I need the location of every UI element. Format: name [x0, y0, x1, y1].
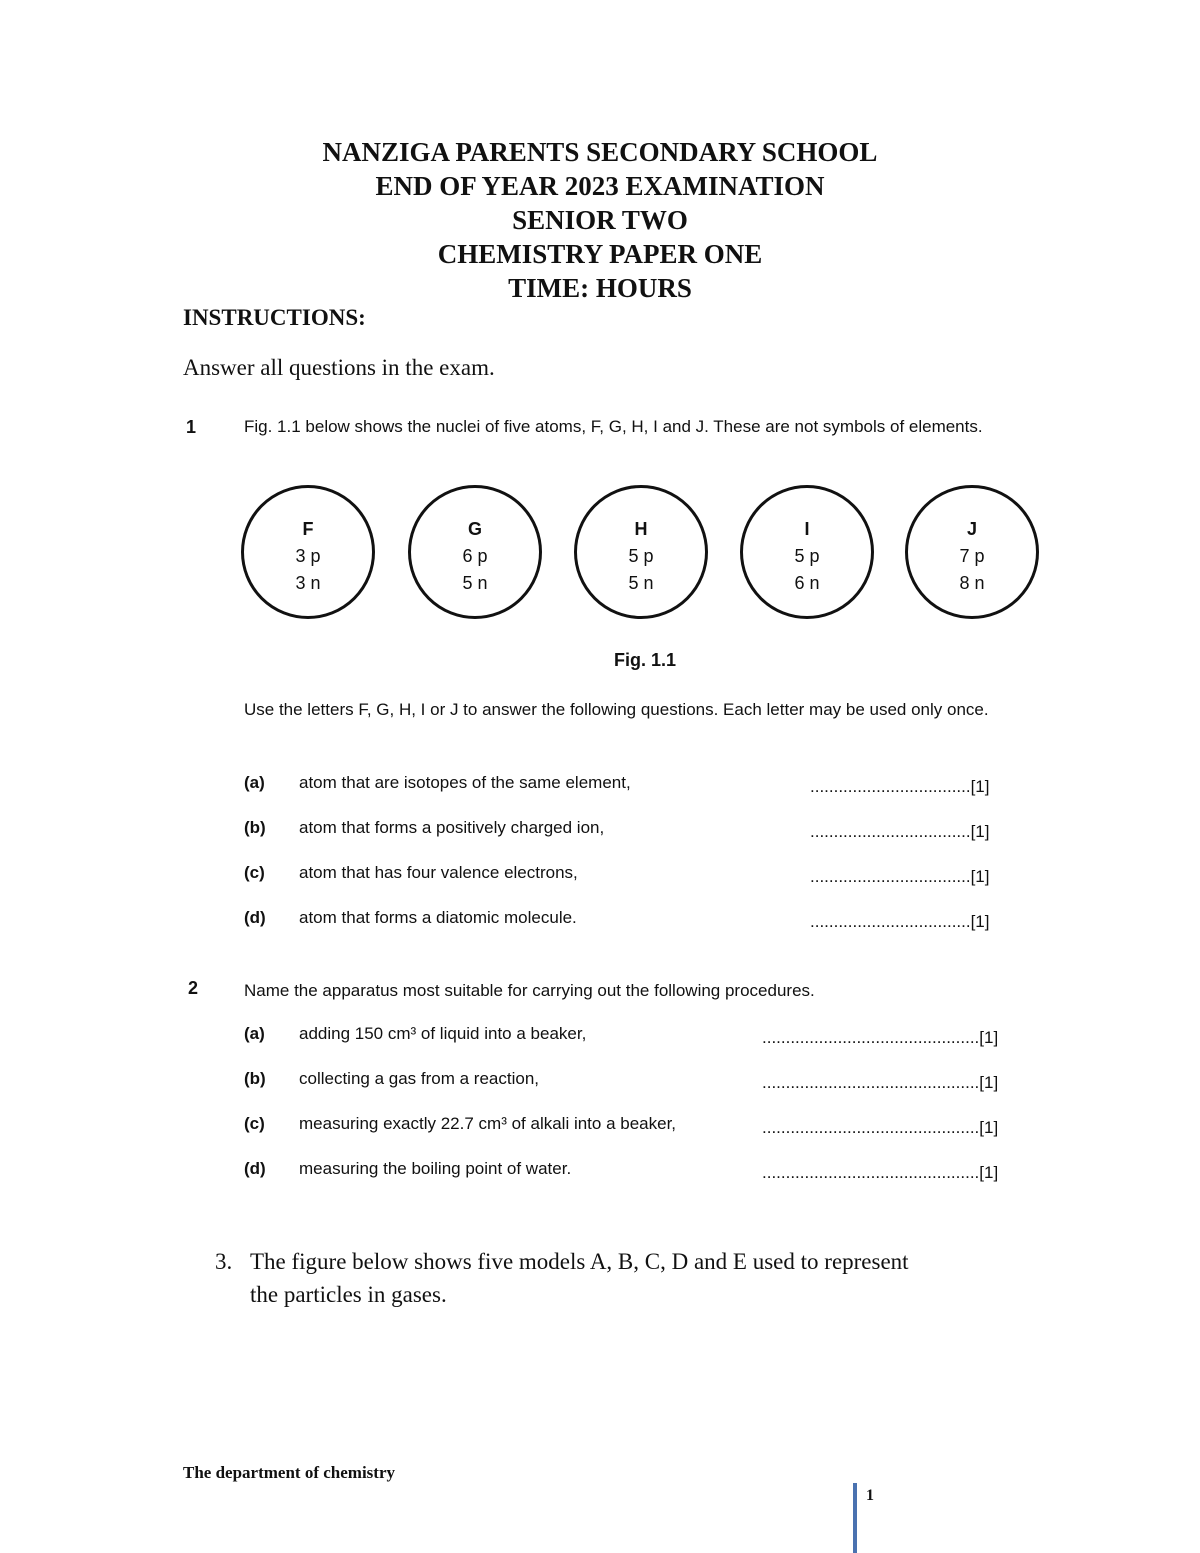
exam-header	[0, 135, 1200, 305]
part-text: atom that are isotopes of the same element,	[299, 773, 631, 792]
part-text: atom that forms a diatomic molecule.	[299, 908, 577, 927]
exam-title: END OF YEAR 2023 EXAMINATION	[375, 171, 825, 201]
atom-neutrons: 5 n	[628, 573, 654, 593]
atom-nucleus	[408, 485, 542, 619]
part-label: (a)	[244, 773, 265, 792]
atom-symbol: F	[302, 519, 314, 539]
instructions-heading: INSTRUCTIONS:	[183, 305, 366, 330]
atom-symbol: I	[804, 519, 810, 539]
part-text: atom that has four valence electrons,	[299, 863, 578, 882]
q1-instruction: Use the letters F, G, H, I or J to answer the following questions. Each letter may be used only once.	[244, 700, 989, 719]
q3-text-line1: The figure below shows five models A, B, C, D and E used to represent	[250, 1249, 909, 1274]
part-label: (a)	[244, 1024, 265, 1043]
q3-number: 3.	[215, 1249, 233, 1274]
answer-line[interactable]: ..................................[1]	[810, 822, 990, 841]
part-text: measuring the boiling point of water.	[299, 1159, 572, 1178]
part-label: (d)	[244, 1159, 266, 1178]
page-number: 1	[866, 1487, 874, 1504]
atom-protons: 3 p	[295, 546, 321, 566]
figure-caption: Fig. 1.1	[613, 650, 676, 670]
atom-neutrons: 3 n	[295, 573, 321, 593]
q2-number: 2	[188, 978, 199, 998]
atom-protons: 5 p	[794, 546, 820, 566]
q1-text: Fig. 1.1 below shows the nuclei of five atoms, F, G, H, I and J. These are not symbols of elements.	[244, 417, 983, 436]
exam-time: TIME: HOURS	[508, 273, 692, 303]
atom-neutrons: 6 n	[794, 573, 820, 593]
q2-part	[244, 1069, 539, 1089]
answer-line[interactable]: ..............................................[1]	[762, 1073, 999, 1092]
atom-nucleus	[740, 485, 874, 619]
answer-line[interactable]: ..................................[1]	[810, 777, 990, 796]
q3-block	[215, 1245, 909, 1311]
part-text: atom that forms a positively charged ion,	[299, 818, 605, 837]
part-text: collecting a gas from a reaction,	[299, 1069, 540, 1088]
atom-nuclei-figure	[241, 485, 1044, 625]
q2-text: Name the apparatus most suitable for carrying out the following procedures.	[244, 981, 815, 1000]
atom-nucleus	[574, 485, 708, 619]
q2-part	[244, 1159, 571, 1179]
page-number-bar	[853, 1483, 857, 1553]
atom-protons: 7 p	[959, 546, 985, 566]
q1-part	[244, 773, 631, 793]
part-label: (b)	[244, 818, 266, 837]
atom-symbol: H	[634, 519, 648, 539]
q1-number: 1	[186, 417, 197, 437]
answer-line[interactable]: ..............................................[1]	[762, 1118, 999, 1137]
atom-neutrons: 5 n	[462, 573, 488, 593]
q2-part	[244, 1114, 676, 1134]
atom-protons: 5 p	[628, 546, 654, 566]
atom-nucleus	[905, 485, 1039, 619]
atom-symbol: G	[467, 519, 482, 539]
part-label: (c)	[244, 1114, 265, 1133]
footer-department: The department of chemistry	[183, 1463, 395, 1482]
atom-protons: 6 p	[462, 546, 488, 566]
part-label: (d)	[244, 908, 266, 927]
answer-line[interactable]: ..............................................[1]	[762, 1028, 999, 1047]
part-text: adding 150 cm³ of liquid into a beaker,	[299, 1024, 587, 1043]
part-text: measuring exactly 22.7 cm³ of alkali into a beaker,	[299, 1114, 677, 1133]
atom-symbol: J	[966, 519, 977, 539]
instructions-text: Answer all questions in the exam.	[183, 355, 495, 380]
q3-text-line2: the particles in gases.	[250, 1282, 447, 1307]
part-label: (c)	[244, 863, 265, 882]
q1-part	[244, 863, 578, 883]
school-name: NANZIGA PARENTS SECONDARY SCHOOL	[322, 137, 878, 167]
answer-line[interactable]: ..................................[1]	[810, 867, 990, 886]
q2-part	[244, 1024, 586, 1044]
paper-name: CHEMISTRY PAPER ONE	[437, 239, 763, 269]
part-label: (b)	[244, 1069, 266, 1088]
atom-neutrons: 8 n	[959, 573, 985, 593]
q1-part	[244, 908, 577, 928]
class-name: SENIOR TWO	[512, 205, 688, 235]
answer-line[interactable]: ..............................................[1]	[762, 1163, 999, 1182]
atom-nucleus	[241, 485, 375, 619]
q1-part	[244, 818, 604, 838]
answer-line[interactable]: ..................................[1]	[810, 912, 990, 931]
